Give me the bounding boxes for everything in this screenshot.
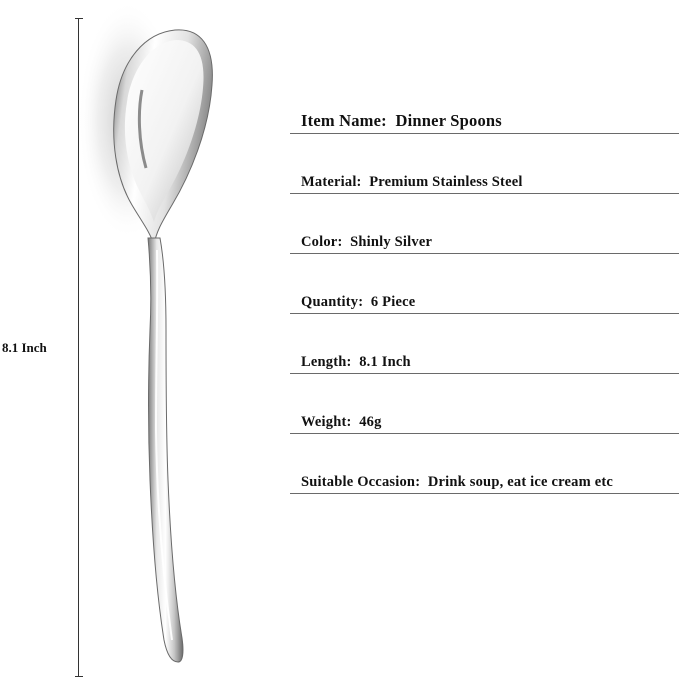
spec-text — [301, 474, 613, 491]
spec-text — [301, 354, 411, 371]
spec-label: Quantity : — [301, 294, 371, 310]
spec-label: Suitable Occasion : — [301, 474, 428, 490]
spec-text — [301, 414, 382, 431]
spec-value: Drink soup, eat ice cream etc — [427, 474, 613, 490]
dimension-label: 8.1 Inch — [2, 340, 47, 355]
dimension-line — [78, 18, 79, 677]
spec-value: Premium Stainless Steel — [369, 174, 523, 190]
spec-row-quantity — [290, 283, 679, 314]
spec-row-item-name — [290, 103, 679, 134]
spec-label: Color : — [301, 234, 350, 250]
spec-text — [301, 111, 502, 131]
spec-value: 46g — [359, 414, 382, 430]
spec-text — [301, 234, 432, 251]
spec-row-color — [290, 223, 679, 254]
spoon-image — [80, 0, 250, 679]
spec-row-weight — [290, 403, 679, 434]
spec-value: Dinner Spoons — [395, 111, 502, 130]
spoon-icon — [80, 0, 250, 679]
spec-row-material — [290, 163, 679, 194]
spec-text — [301, 174, 523, 191]
spec-label: Item Name : — [301, 111, 396, 130]
spec-label: Length : — [301, 354, 359, 370]
spec-label: Material : — [301, 174, 369, 190]
spec-row-suitable-occasion — [290, 463, 679, 494]
spec-value: 8.1 Inch — [359, 354, 411, 370]
spec-text — [301, 294, 415, 311]
spec-row-length — [290, 343, 679, 374]
spec-label: Weight : — [301, 414, 359, 430]
spec-list — [290, 0, 679, 679]
spec-value: 6 Piece — [370, 294, 416, 310]
spec-value: Shinly Silver — [350, 234, 433, 250]
